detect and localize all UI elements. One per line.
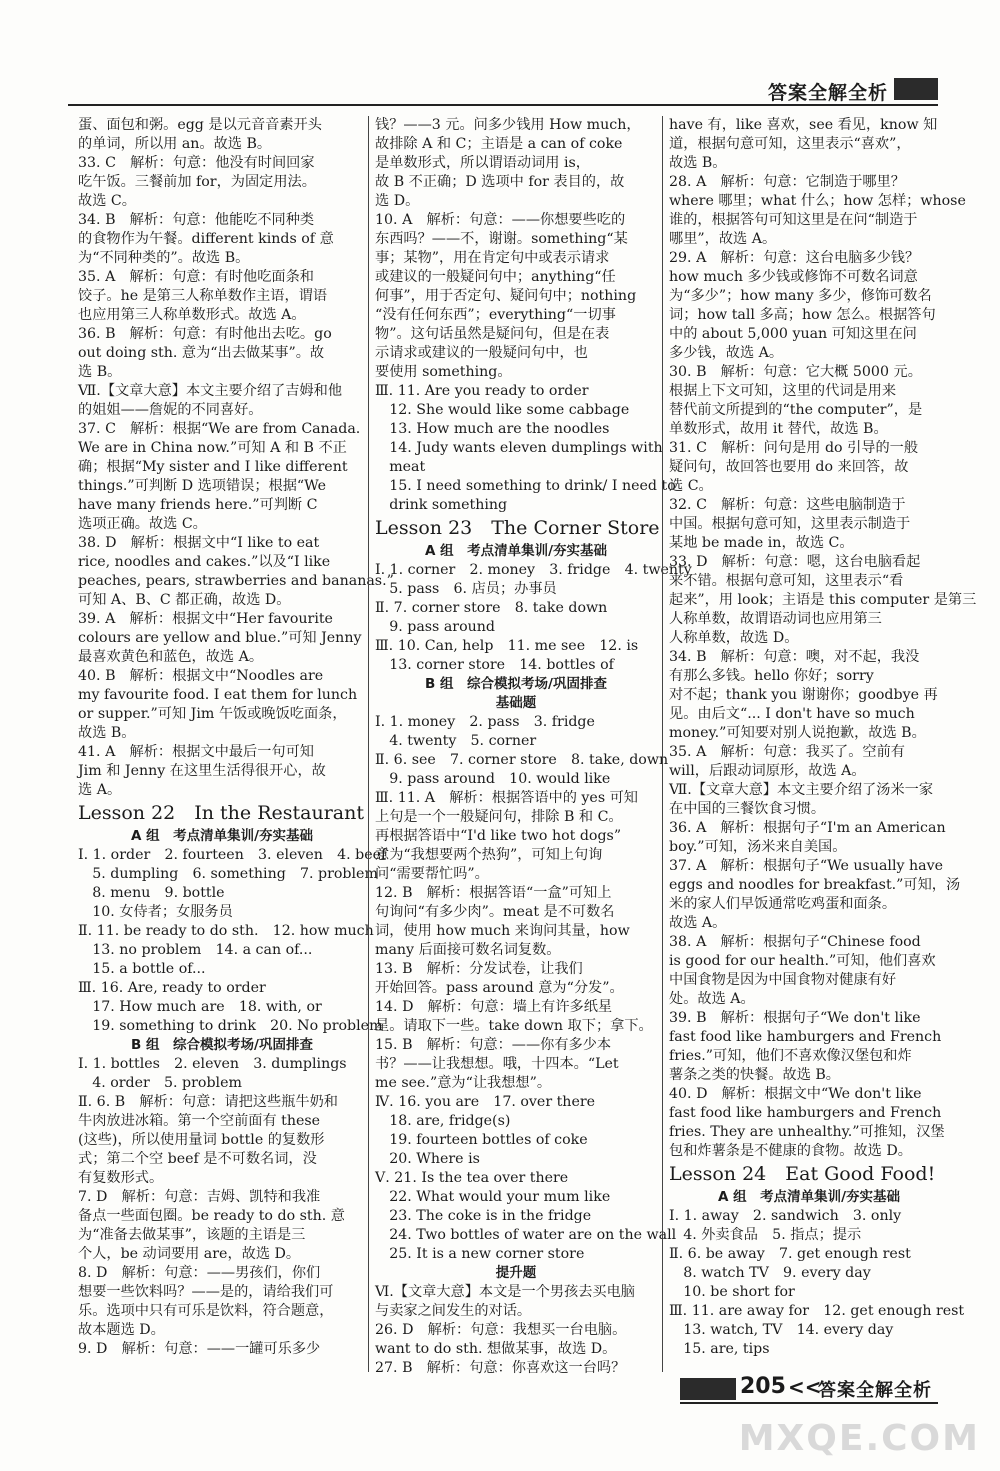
text-line: me see.”意为“让我想想”。 [375, 1075, 552, 1091]
text-line: my favourite food. I eat them for lunch [78, 687, 358, 703]
text-line: We are in China now.”可知 A 和 B 不正 [78, 440, 347, 456]
text-line: 谁的，根据答句可知这里是在问“制造于 [669, 212, 918, 228]
text-line: 问“需要帮忙吗”。 [375, 866, 489, 882]
text-line: 13. no problem 14. a can of... [78, 942, 313, 958]
text-line: 有复数形式。 [78, 1170, 164, 1186]
text-line: 10. be short for [669, 1284, 795, 1300]
text-line: 35. A 解析：句意：有时他吃面条和 [78, 269, 314, 285]
text-line: 米的家人们早饭通常吃鸡蛋和面条。 [669, 896, 897, 912]
text-line: Ⅰ. 1. money 2. pass 3. fridge [375, 714, 595, 730]
chevron-left-icon: << [788, 1375, 822, 1399]
text-line: 包和炸薯条是不健康的食物。故选 D。 [669, 1143, 912, 1159]
column-3 [662, 116, 977, 1372]
text-line: Ⅰ. 1. bottles 2. eleven 3. dumplings [78, 1056, 347, 1072]
text-line: 中国食物是因为中国食物对健康有好 [669, 972, 897, 988]
text-line: 10. A 解析：句意：——你想要些吃的 [375, 212, 626, 228]
lesson-heading: Lesson 24 Eat Good Food! [669, 1163, 936, 1185]
text-line: Ⅲ. 11. Are you ready to order [375, 383, 589, 399]
text-line: 故本题选 D。 [78, 1322, 165, 1338]
text-line: 为“准备去做某事”，该题的主语是三 [78, 1227, 306, 1243]
text-line: 式；第二个空 beef 是不可数名词，没 [78, 1151, 317, 1167]
text-line: 或建议的一般疑问句中；anything“任 [375, 269, 616, 285]
text-line: 故选 B。 [78, 725, 136, 741]
text-line: Ⅱ. 11. be ready to do sth. 12. how much [78, 923, 374, 939]
text-line: will，后跟动词原形，故选 A。 [669, 763, 866, 779]
text-line: 37. A 解析：根据句子“We usually have [669, 858, 944, 874]
text-line: eggs and noodles for breakfast.”可知，汤 [669, 877, 961, 893]
text-line: 多少钱，故选 A。 [669, 345, 784, 361]
footer-title: 答案全解全析 [818, 1380, 932, 1401]
text-line: 东西吗？——不，谢谢。something“某 [375, 231, 628, 247]
text-line: 5. pass 6. 店员；办事员 [375, 581, 557, 597]
text-line: 27. B 解析：句意：你喜欢这一台吗？ [375, 1360, 626, 1376]
text-line: 起来”，用 look；主语是 this computer 是第三 [669, 592, 977, 608]
text-line: 某地 be made in，故选 C。 [669, 535, 854, 551]
section-heading: A 组 考点清单集训/夯实基础 [424, 543, 608, 559]
text-line: have 有，like 喜欢，see 看见，know 知 [669, 117, 938, 133]
text-line: 最喜欢黄色和蓝色，故选 A。 [78, 649, 264, 665]
text-line: 30. B 解析：句意：它大概 5000 元。 [669, 364, 922, 380]
text-line: 40. D 解析：根据文中“We don't like [669, 1086, 922, 1102]
text-line: 根据上下文可知，这里的代词是用来 [669, 383, 897, 399]
text-line: drink something [375, 497, 508, 513]
text-line: 示请求或建议的一般疑问句中，也 [375, 345, 588, 361]
text-line: 乐。选项中只有可乐是饮料，符合题意， [78, 1303, 334, 1319]
text-line: 对不起；thank you 谢谢你；goodbye 再 [669, 687, 938, 703]
text-line: have many friends here.”可判断 C [78, 497, 318, 513]
text-line: 的单词，所以用 an。故选 B。 [78, 136, 272, 152]
header-bar [894, 78, 938, 100]
text-line: 39. B 解析：根据句子“We don't like [669, 1010, 921, 1026]
text-line: 在中国的三餐饮食习惯。 [669, 801, 826, 817]
text-line: 13. watch, TV 14. every day [669, 1322, 894, 1338]
text-line: 词，使用 how much 来询问其量，how [375, 923, 630, 939]
text-line: boy.”可知，汤米来自美国。 [669, 839, 847, 855]
text-line: 单数形式，故用 it 替代，故选 B。 [669, 421, 888, 437]
text-line: 19. something to drink 20. No problem [78, 1018, 383, 1034]
text-line: 38. A 解析：根据句子“Chinese food [669, 934, 921, 950]
lesson-heading: Lesson 22 In the Restaurant [78, 802, 364, 824]
text-line: out doing sth. 意为“出去做某事”。故 [78, 345, 325, 361]
text-line: or supper.”可知 Jim 午饭或晚饭吃面条， [78, 706, 347, 722]
text-line: 钱？——3 元。问多少钱用 How much， [375, 117, 641, 133]
page-header [0, 0, 1000, 112]
text-line: 12. B 解析：根据答语“一盒”可知上 [375, 885, 612, 901]
text-line: 41. A 解析：根据文中最后一句可知 [78, 744, 314, 760]
text-line: Ⅱ. 6. B 解析：句意：请把这些瓶牛奶和 [78, 1094, 338, 1110]
text-line: Ⅶ.【文章大意】本文主要介绍了汤米一家 [669, 782, 934, 798]
text-line: 37. C 解析：根据“We are from Canada. [78, 421, 361, 437]
section-heading: 基础题 [495, 695, 537, 711]
text-line: 故 B 不正确；D 选项中 for 表目的，故 [375, 174, 625, 190]
section-heading: B 组 综合模拟考场/巩固排查 [425, 676, 607, 692]
text-line: 9. D 解析：句意：——一罐可乐多少 [78, 1341, 321, 1357]
text-line: money.”可知要对别人说抱歉，故选 B。 [669, 725, 926, 741]
text-line: 的姐姐——詹妮的不同喜好。 [78, 402, 263, 418]
text-line: 书？——让我想想。哦，十四本。“Let [375, 1056, 619, 1072]
text-line: 19. fourteen bottles of coke [375, 1132, 588, 1148]
text-line: Ⅲ. 11. are away for 12. get enough rest [669, 1303, 965, 1319]
text-line: Ⅱ. 6. be away 7. get enough rest [669, 1246, 911, 1262]
text-line: 牛肉放进冰箱。第一个空前面有 these [78, 1113, 321, 1129]
text-line: 8. menu 9. bottle [78, 885, 225, 901]
text-line: 备点一些面包圈。be ready to do sth. 意 [78, 1208, 345, 1224]
text-line: 为“不同种类的”。故选 B。 [78, 250, 250, 266]
footer-bar [680, 1378, 736, 1400]
text-line: 13. How much are the noodles [375, 421, 610, 437]
section-heading: 提升题 [495, 1265, 537, 1281]
text-line: peaches, pears, strawberries and bananas.” [78, 573, 394, 589]
text-line: 有那么多钱。hello 你好；sorry [669, 668, 874, 684]
text-line: 10. 女侍者；女服务员 [78, 904, 233, 920]
text-line: Ⅲ. 16. Are, ready to order [78, 980, 266, 996]
text-line: 替代前文所提到的“the computer”，是 [669, 402, 923, 418]
text-line: (这些)，所以使用量词 bottle 的复数形 [78, 1132, 325, 1148]
text-line: Ⅶ.【文章大意】本文主要介绍了吉姆和他 [78, 383, 343, 399]
text-line: 想要一些饮料吗？——是的，请给我们可 [78, 1284, 334, 1300]
text-line: 蛋、面包和粥。egg 是以元音音素开头 [78, 117, 322, 133]
text-line: 中的 about 5,000 yuan 可知这里在问 [669, 326, 917, 342]
text-line: 29. A 解析：句意：这台电脑多少钱？ [669, 250, 920, 266]
text-line: 人称单数，故谓语动词也应用第三 [669, 611, 882, 627]
header-rule [68, 104, 938, 106]
text-line: 是单数形式，所以谓语动词用 is， [375, 155, 590, 171]
text-line: meat [375, 459, 426, 475]
text-line: 处。故选 A。 [669, 991, 755, 1007]
text-line: want to do sth. 想做某事，故选 D。 [375, 1341, 617, 1357]
text-line: 词；how tall 多高；how 怎么。根据答句 [669, 307, 936, 323]
text-line: 故选 B。 [669, 155, 727, 171]
text-line: 选 A。 [78, 782, 122, 798]
text-line: 个人，be 动词要用 are，故选 D。 [78, 1246, 301, 1262]
text-line: 18. are, fridge(s) [375, 1113, 511, 1129]
text-line: 12. She would like some cabbage [375, 402, 630, 418]
text-line: 吃午饭。三餐前加 for，为固定用法。 [78, 174, 316, 190]
text-line: 33. C 解析：句意：他没有时间回家 [78, 155, 315, 171]
text-line: 要使用 something。 [375, 364, 512, 380]
text-line: 事；某物”，用在肯定句中或表示请求 [375, 250, 610, 266]
text-line: fries.”可知，他们不喜欢像汉堡包和炸 [669, 1048, 912, 1064]
text-line: 26. D 解析：句意：我想买一台电脑。 [375, 1322, 627, 1338]
text-line: 15. are, tips [669, 1341, 770, 1357]
lesson-heading: Lesson 23 The Corner Store [375, 517, 660, 539]
text-line: 来不错。根据句意可知，这里表示“看 [669, 573, 904, 589]
text-line: 故排除 A 和 C；主语是 a can of coke [375, 136, 623, 152]
text-line: 也应用第三人称单数形式。故选 A。 [78, 307, 306, 323]
text-line: 意为“我想要两个热狗”，可知上句询 [375, 847, 603, 863]
text-line: 何事”，用于否定句、疑问句中；nothing [375, 288, 637, 304]
text-line: 开始回答。pass around 意为“分发”。 [375, 980, 624, 996]
text-line: 9. pass around 10. would like [375, 771, 611, 787]
text-line: 25. It is a new corner store [375, 1246, 585, 1262]
text-line: 14. D 解析：句意：墙上有许多纸星 [375, 999, 613, 1015]
text-line: 14. Judy wants eleven dumplings with [375, 440, 663, 456]
text-line: colours are yellow and blue.”可知 Jenny [78, 630, 362, 646]
text-line: 道，根据句意可知，这里表示“喜欢”， [669, 136, 911, 152]
text-line: Ⅱ. 6. see 7. corner store 8. take, down [375, 752, 669, 768]
text-line: 23. The coke is in the fridge [375, 1208, 592, 1224]
section-heading: A 组 考点清单集训/夯实基础 [717, 1189, 901, 1205]
text-line: Jim 和 Jenny 在这里生活得很开心，故 [78, 763, 326, 779]
text-line: 选 B。 [78, 364, 122, 380]
text-line: 确；根据“My sister and I like different [78, 459, 348, 475]
text-line: 4. twenty 5. corner [375, 733, 537, 749]
footer-rule [680, 1402, 938, 1404]
text-line: Ⅲ. 11. A 解析：根据答语中的 yes 可知 [375, 790, 638, 806]
text-line: 与卖家之间发生的对话。 [375, 1303, 532, 1319]
text-line: 8. D 解析：句意：——男孩们，你们 [78, 1265, 321, 1281]
text-line: 选 C。 [669, 478, 713, 494]
text-line: 36. B 解析：句意：有时他出去吃。go [78, 326, 332, 342]
text-line: 饺子。he 是第三人称单数作主语，谓语 [78, 288, 328, 304]
text-line: things.”可判断 D 选项错误；根据“We [78, 478, 326, 494]
text-line: 物”。这句话虽然是疑问句，但是在表 [375, 326, 610, 342]
text-line: 见。由后文“... I don't have so much [669, 706, 915, 722]
text-line: 4. 外卖食品 5. 指点；提示 [669, 1227, 862, 1243]
text-line: 32. C 解析：句意：这些电脑制造于 [669, 497, 906, 513]
text-line: 33. D 解析：句意：嗯，这台电脑看起 [669, 554, 921, 570]
text-line: 17. How much are 18. with, or [78, 999, 322, 1015]
text-line: 故选 A。 [669, 915, 727, 931]
text-line: 8. watch TV 9. every day [669, 1265, 871, 1281]
text-line: 38. D 解析：根据文中“I like to eat [78, 535, 320, 551]
text-line: 15. B 解析：句意：——你有多少本 [375, 1037, 612, 1053]
text-line: 选 D。 [375, 193, 420, 209]
text-line: is good for our health.”可知，他们喜欢 [669, 953, 936, 969]
text-line: 哪里”，故选 A。 [669, 231, 777, 247]
text-line: 15. I need something to drink/ I need to [375, 478, 676, 494]
text-line: 7. D 解析：句意：吉姆、凯特和我准 [78, 1189, 321, 1205]
text-line: Ⅰ. 1. away 2. sandwich 3. only [669, 1208, 902, 1224]
text-line: 的食物作为午餐。different kinds of 意 [78, 231, 334, 247]
text-line: Ⅳ. 16. you are 17. over there [375, 1094, 596, 1110]
text-line: 39. A 解析：根据文中“Her favourite [78, 611, 333, 627]
text-line: 40. B 解析：根据文中“Noodles are [78, 668, 324, 684]
text-line: how much 多少钱或修饰不可数名词意 [669, 269, 918, 285]
text-line: 28. A 解析：句意：它制造于哪里？ [669, 174, 905, 190]
text-line: 星。请取下一些。take down 取下；拿下。 [375, 1018, 653, 1034]
text-line: fast food like hamburgers and French [669, 1029, 942, 1045]
text-line: 24. Two bottles of water are on the wall [375, 1227, 677, 1243]
text-line: 句询问“有多少肉”。meat 是不可数名 [375, 904, 615, 920]
text-line: 20. Where is [375, 1151, 480, 1167]
text-line: 中国。根据句意可知，这里表示制造于 [669, 516, 911, 532]
text-line: 再根据答语中“I'd like two hot dogs” [375, 828, 622, 844]
section-heading: B 组 综合模拟考场/巩固排查 [131, 1037, 313, 1053]
text-line: 人称单数，故选 D。 [669, 630, 799, 646]
text-line: 35. A 解析：句意：我买了。空前有 [669, 744, 905, 760]
text-line: 可知 A、B、C 都正确，故选 D。 [78, 592, 291, 608]
section-heading: A 组 考点清单集训/夯实基础 [130, 828, 314, 844]
text-line: 22. What would your mum like [375, 1189, 611, 1205]
watermark: MXQE.COM [738, 1418, 980, 1459]
text-line: 为“多少”；how many 多少，修饰可数名 [669, 288, 932, 304]
text-line: 36. A 解析：根据句子“I'm an American [669, 820, 946, 836]
header-title: 答案全解全析 [767, 82, 888, 104]
column-1 [78, 116, 394, 1372]
text-line: 34. B 解析：句意：他能吃不同种类 [78, 212, 315, 228]
text-line: 4. order 5. problem [78, 1075, 242, 1091]
text-line: “没有任何东西”；everything“一切事 [375, 307, 616, 323]
text-line: Ⅰ. 1. order 2. fourteen 3. eleven 4. beef [78, 847, 387, 863]
text-line: fast food like hamburgers and French [669, 1105, 942, 1121]
text-line: Ⅰ. 1. corner 2. money 3. fridge 4. twenty [375, 562, 692, 578]
text-line: 13. corner store 14. bottles of [375, 657, 614, 673]
text-line: 疑问句，故回答也要用 do 来回答，故 [669, 459, 909, 475]
text-line: 15. a bottle of... [78, 961, 206, 977]
text-line: 薯条之类的快餐。故选 B。 [669, 1067, 840, 1083]
text-line: 34. B 解析：句意：噢，对不起，我没 [669, 649, 920, 665]
text-line: 选项正确。故选 C。 [78, 516, 207, 532]
text-line: rice, noodles and cakes.”以及“I like [78, 554, 331, 570]
text-line: Ⅴ. 21. Is the tea over there [375, 1170, 569, 1186]
text-line: Ⅱ. 7. corner store 8. take down [375, 600, 608, 616]
text-line: where 哪里；what 什么；how 怎样；whose [669, 193, 966, 209]
text-line: Ⅵ.【文章大意】本文是一个男孩去买电脑 [375, 1284, 635, 1300]
text-line: 5. dumpling 6. something 7. problem [78, 866, 378, 882]
text-line: Ⅲ. 10. Can, help 11. me see 12. is [375, 638, 639, 654]
text-line: fries. They are unhealthy.”可推知，汉堡 [669, 1124, 945, 1140]
text-line: 31. C 解析：问句是用 do 引导的一般 [669, 440, 919, 456]
text-line: 故选 C。 [78, 193, 136, 209]
text-line: 上句是一个一般疑问句，排除 B 和 C。 [375, 809, 623, 825]
text-line: 9. pass around [375, 619, 495, 635]
page-number: 205 [740, 1374, 786, 1399]
text-line: 13. B 解析：分发试卷，让我们 [375, 961, 583, 977]
text-line: many 后面接可数名词复数。 [375, 942, 561, 958]
